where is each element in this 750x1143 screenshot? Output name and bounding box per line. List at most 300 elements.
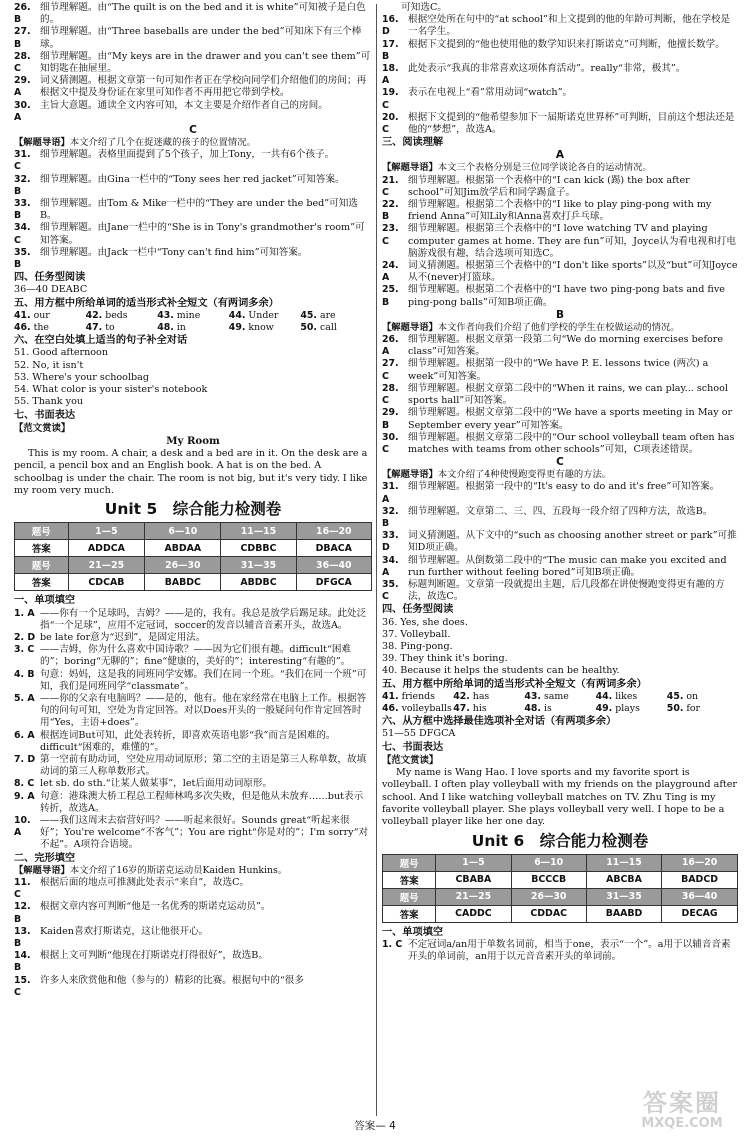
table-cell: 1—5 [436, 854, 511, 871]
item-number: 33. B [14, 198, 31, 222]
answer-line: 38. Ping-pong. [382, 640, 453, 652]
item-number: 16. D [382, 14, 399, 38]
answer-item [382, 555, 738, 579]
answer-item [382, 407, 738, 431]
answer-item [382, 39, 738, 63]
item-explanation: 细节理解题。由“Three baseballs are under the bed”可知床下有三个棒球。 [40, 26, 362, 50]
table-cell: 1—5 [68, 523, 145, 540]
word-value: mine [176, 309, 201, 321]
table-cell: 36—40 [662, 888, 738, 905]
guide-note [14, 137, 372, 149]
word-answer [382, 691, 453, 703]
item-explanation: 细节理解题。由Gina一栏中的“Tony sees her red jacket”可知答案。 [40, 173, 345, 185]
word-value: likes [615, 690, 638, 702]
item-explanation: 根据文章内容可判断“他是一名优秀的斯诺克运动员”。 [40, 901, 271, 913]
word-answer [596, 703, 667, 715]
table-answer-row [15, 540, 372, 557]
table-cell: BADCD [662, 871, 738, 888]
table-cell: ABDBC [221, 574, 296, 591]
word-number: 45. [300, 309, 317, 321]
item-explanation: 主旨大意题。通读全文内容可知，本文主要是介绍作者自己的房间。 [40, 99, 328, 111]
answer-item [382, 383, 738, 407]
answer-item [14, 950, 372, 974]
answer-item [382, 112, 738, 136]
sample-label: 【范文赏读】 [14, 422, 71, 434]
answer-line: 可知选C。 [382, 2, 447, 13]
item-explanation: 细节理解题。根据文章第二段中的“When it rains, we can play... school sports hall”可知答案。 [408, 382, 728, 407]
word-value: his [472, 702, 487, 714]
answer-item [14, 174, 372, 198]
word-number: 47. [85, 322, 103, 334]
word-value: call [319, 322, 337, 334]
table-answer-row [383, 905, 738, 922]
item-explanation: 细节理解题。由Tom & Mike一栏中的“They are under the bed”可知选B。 [40, 198, 358, 222]
guide-note [382, 162, 738, 174]
word-value: to [105, 322, 115, 334]
passage-letter: C [556, 456, 564, 469]
word-value: Under [248, 309, 279, 321]
answer-line: 51. Good afternoon [14, 347, 109, 359]
item-number: 34. A [382, 554, 399, 578]
item-explanation: Kaiden喜欢打斯诺克，这让他很开心。 [40, 925, 209, 937]
section-heading: 一、单项填空 [382, 926, 444, 938]
word-number: 47. [453, 702, 470, 714]
answer-item [14, 791, 372, 815]
table-header-row [15, 523, 372, 540]
table-cell: 21—25 [68, 557, 145, 574]
item-number: 26. B [14, 2, 31, 26]
table-header-row [383, 888, 738, 905]
word-answer-grid [14, 310, 372, 334]
answer-item [14, 815, 372, 852]
word-answer [157, 322, 229, 334]
answer-line: 39. They think it's boring. [382, 653, 508, 665]
section-heading: 五、用方框中所给单词的适当形式补全短文（有两词多余） [382, 678, 647, 690]
unit-title: Unit 5 综合能力检测卷 [104, 500, 282, 519]
table-cell: 16—20 [296, 523, 371, 540]
item-number: 29. B [382, 407, 399, 431]
section-heading: 六、在空白处填上适当的句子补全对话 [14, 335, 188, 347]
word-value: beds [105, 309, 128, 321]
section-heading: 三、阅读理解 [382, 137, 444, 149]
answer-item [382, 579, 738, 603]
table-cell: 题号 [15, 557, 69, 574]
item-explanation: ——你有一个足球吗，吉姆？——是的，我有。我总是放学后踢足球。此处泛指“一个足球”，应用不定冠词，soccer的发音以辅音音素开头，故选A。 [40, 607, 367, 631]
item-number: 31. A [382, 481, 399, 505]
item-explanation: 细节理解题。根据文章第一段第二句“We do morning exercises before class”可知答案。 [408, 334, 724, 358]
answer-item [14, 975, 372, 999]
table-cell: 题号 [383, 854, 436, 871]
table-cell: ADDCA [68, 540, 145, 557]
item-explanation: 细节理解题。根据文章第二段中的“Our school volleyball team often has matches with teams from other schools”可知，C项表述错误。 [408, 431, 735, 455]
item-explanation: 根据下文提到的“他也使用他的数学知识来打斯诺克”可判断，他擅长数学。 [408, 38, 725, 50]
item-number: 20. C [382, 111, 399, 136]
sample-essay: My name is Wang Hao. I love sports and my favorite sport is volleyball. I often play volleyball with my friends on the playground after school. And I like watching volleyball matches on TV. Zhu Ting is my favorite volleyball player. She plays volleyball very well. I hope to be a volleyball player like her one day. [382, 766, 737, 828]
word-number: 48. [524, 702, 541, 714]
guide-label: 【解题导语】 [14, 137, 70, 149]
item-explanation: be late for意为“迟到”，是固定用法。 [40, 631, 206, 643]
item-explanation: 根据空处所在句中的“at school”和上文提到的他的年龄可判断，他在学校是一名学生。 [408, 14, 731, 38]
word-number: 43. [524, 690, 541, 702]
word-number: 49. [595, 702, 613, 714]
table-cell: 31—35 [586, 888, 661, 905]
sample-label: 【范文赏读】 [382, 754, 439, 766]
table-cell: BABDC [145, 574, 221, 591]
guide-note [382, 469, 738, 481]
table-cell: ABDAA [145, 540, 221, 557]
word-value: volleyballs [401, 702, 452, 714]
answer-item [382, 506, 738, 530]
item-explanation: 细节理解题。根据文章第二段中的“We have a sports meeting in May or September every year”可知答案。 [408, 407, 733, 431]
item-number: 21. C [382, 174, 399, 198]
item-explanation: 标题判断题。文章第一段就提出主题，后几段都在讲使慢跑变得更有趣的方法，故选C。 [408, 578, 725, 603]
answer-item [382, 199, 738, 223]
item-explanation: 细节理解题。根据第一段中的“It's easy to do and it's free”可知答案。 [408, 481, 720, 493]
word-number: 43. [157, 309, 174, 321]
guide-text: 本文介绍了16岁的斯诺克运动员Kaiden Hunkins。 [69, 864, 288, 876]
answer-item [382, 87, 738, 111]
answer-item [14, 669, 372, 693]
item-number: 14. B [14, 950, 31, 974]
item-explanation: 细节理解题。表格里面提到了5个孩子，加上Tony，一共有6个孩子。 [40, 149, 335, 161]
watermark-logo: 答案圈 MXQE.COM [641, 1089, 723, 1131]
answer-item [14, 901, 372, 925]
word-number: 45. [666, 690, 684, 702]
answer-item [382, 530, 738, 554]
table-cell: 26—30 [145, 557, 221, 574]
left-column [14, 2, 372, 999]
item-explanation: 词义猜测题。根据第三个表格中的“I don't like sports”以及“but”可知Joyce从不(never)打篮球。 [408, 260, 738, 284]
answer-item [14, 247, 372, 271]
word-value: on [686, 690, 699, 702]
table-cell: 16—20 [662, 854, 738, 871]
table-header-row [383, 854, 738, 871]
table-cell: 36—40 [296, 557, 371, 574]
answer-line: 51—55 DFGCA [382, 728, 456, 740]
word-value: are [319, 309, 336, 321]
answer-item [14, 2, 372, 26]
answer-item [14, 926, 372, 950]
word-answer [524, 691, 595, 703]
word-answer [524, 703, 595, 715]
answer-line: 36—40 DEABC [14, 284, 88, 296]
item-explanation: 此处表示“我真的非常喜欢这项体育活动”。really“非常，极其”。 [408, 63, 686, 75]
word-number: 50. [666, 702, 684, 714]
item-number: 25. B [382, 284, 399, 308]
answer-item [14, 877, 372, 901]
table-cell: 答案 [15, 540, 69, 557]
answer-item [14, 754, 372, 778]
item-explanation: 细节理解题。从倒数第二段中的“The music can make you excited and run further without feeling bored”可知B项正确。 [408, 554, 727, 578]
word-answer-grid [382, 691, 738, 715]
word-number: 49. [228, 322, 246, 334]
item-explanation: 词义猜测题。根据文章第一句可知作者正在学校向同学们介绍他们的房间；再根据文中提及身份证在家里可知作者不再用把它带到学校。 [40, 75, 367, 99]
guide-label: 【解题导语】 [14, 864, 70, 876]
table-cell: 答案 [383, 871, 436, 888]
item-explanation: 表示在电视上“看”常用动词“watch”。 [408, 87, 573, 99]
word-number: 44. [228, 309, 246, 321]
item-explanation: 细节理解题。根据第一段中的“We have P. E. lessons twice (两次) a week”可知答案。 [408, 358, 709, 382]
item-explanation: ——你的父亲有电脑吗？——是的，他有。他在家经常在电脑上工作。根据答句的问句可知，空处为肯定回答。对以Does开头的一般疑问句作肯定回答时用“Yes，主语+does”。 [40, 692, 367, 729]
table-answer-row [383, 871, 738, 888]
item-number: 35. C [382, 578, 399, 603]
item-explanation: 细节理解题。由“My keys are in the drawer and you can't see them”可知钥匙在抽屉里。 [40, 50, 371, 75]
guide-text: 本文作者向我们介绍了他们学校的学生在校做运动的情况。 [437, 321, 680, 333]
item-explanation: 根据连词But可知，此处表转折，即喜欢英语电影“我”而言是困难的。difficult“困难的，难懂的”。 [40, 729, 336, 753]
table-cell: DECAG [662, 905, 738, 922]
table-cell: CDBBC [221, 540, 296, 557]
word-answer [229, 310, 301, 322]
answer-item [382, 481, 738, 505]
item-number: 8. C [14, 778, 35, 790]
answer-item [14, 75, 372, 99]
answer-line: 37. Volleyball. [382, 628, 451, 640]
word-answer [382, 703, 453, 715]
section-heading: 一、单项填空 [14, 595, 76, 607]
item-explanation: 根据后面的地点可推测此处表示“来自”，故选C。 [40, 877, 250, 888]
word-value: for [686, 702, 700, 714]
item-number: 28. C [382, 382, 399, 407]
section-heading: 七、书面表达 [14, 409, 76, 421]
item-explanation: 句意：港珠澳大桥工程总工程师林鸣多次失败，但是他从未放弃……but表示转折，故选A。 [40, 790, 364, 814]
item-explanation: 细节理解题。由“The quilt is on the bed and it is white”可知被子是白色的。 [40, 2, 366, 26]
item-number: 3. C [14, 644, 35, 656]
answer-item [382, 260, 738, 284]
table-cell: CDCAB [68, 574, 145, 591]
item-number: 33. D [382, 530, 399, 554]
table-cell: 6—10 [145, 523, 221, 540]
word-number: 46. [14, 322, 31, 334]
item-number: 10. A [14, 814, 31, 839]
table-cell: BCCCB [511, 871, 586, 888]
answer-item [382, 358, 738, 382]
word-answer [453, 691, 524, 703]
word-number: 42. [85, 309, 103, 321]
answer-item [14, 198, 372, 222]
answer-item [14, 222, 372, 246]
table-cell: 26—30 [511, 888, 586, 905]
item-number: 32. B [14, 173, 31, 197]
guide-note [14, 865, 372, 877]
item-number: 35. B [14, 246, 31, 271]
word-value: plays [615, 702, 640, 714]
word-answer [667, 703, 738, 715]
word-answer [229, 322, 301, 334]
item-number: 28. C [14, 50, 31, 75]
item-number: 22. B [382, 199, 399, 223]
item-number: 34. C [14, 222, 31, 246]
answer-item [14, 26, 372, 50]
word-answer [157, 310, 229, 322]
word-value: the [33, 322, 49, 334]
word-value: friends [401, 690, 435, 702]
answer-item [382, 284, 738, 308]
passage-letter: C [189, 124, 197, 137]
item-number: 15. C [14, 974, 31, 998]
answer-item [382, 939, 738, 963]
table-cell: 6—10 [511, 854, 586, 871]
word-value: in [176, 322, 186, 334]
word-number: 42. [453, 690, 470, 702]
item-number: 12. B [14, 901, 31, 925]
item-number: 7. D [14, 753, 36, 765]
table-cell: CADDC [436, 905, 511, 922]
word-value: has [472, 690, 490, 702]
table-cell: CDDAC [511, 905, 586, 922]
table-cell: 11—15 [586, 854, 661, 871]
word-value: our [33, 309, 50, 321]
section-heading: 二、完形填空 [14, 852, 76, 864]
answer-item [382, 334, 738, 358]
word-answer [14, 322, 86, 334]
table-cell: DBACA [296, 540, 371, 557]
item-number: 5. A [14, 692, 35, 704]
passage-letter: A [555, 149, 565, 162]
word-answer [453, 703, 524, 715]
word-value: same [543, 690, 569, 702]
table-cell: CBABA [436, 871, 511, 888]
item-explanation: 细节理解题。文章第二、三、四、五段每一段介绍了四种方法，故选B。 [408, 505, 713, 517]
section-heading: 六、从方框中选择最佳选项补全对话（有两项多余） [382, 716, 617, 728]
table-cell: 31—35 [221, 557, 296, 574]
item-number: 2. D [14, 631, 36, 643]
item-number: 18. A [382, 63, 399, 87]
answer-key-table [14, 522, 372, 591]
answer-line: 40. Because it helps the students can be healthy. [382, 665, 620, 677]
item-explanation: 细节理解题。根据第二个表格中的“I have two ping-pong bats and five ping-pong balls”可知B项正确。 [408, 284, 725, 308]
item-explanation: 细节理解题。根据第一个表格中的“I can kick (踢) the box after school”可知Jim放学后和同学踢盒子。 [408, 174, 690, 198]
item-number: 11. C [14, 877, 31, 901]
item-number: 1. A [14, 607, 35, 619]
answer-key-table [382, 854, 738, 923]
answer-line: 55. Thank you [14, 396, 84, 408]
word-answer [596, 691, 667, 703]
item-number: 27. C [382, 358, 399, 382]
word-number: 50. [300, 322, 317, 334]
item-number: 24. A [382, 260, 399, 284]
answer-item [382, 175, 738, 199]
word-number: 48. [157, 322, 174, 334]
item-number: 32. B [382, 505, 399, 529]
item-number: 4. B [14, 668, 35, 680]
answer-item [14, 608, 372, 632]
item-explanation: ——我们这周末去宿营好吗？——听起来很好。Sounds great“听起来很好”；You're welcome“不客气”；You are right“你是对的”；I'm sorry“对不起”。A项符合语境。 [40, 814, 369, 851]
item-number: 31. C [14, 149, 31, 173]
essay-title: My Room [166, 434, 220, 447]
answer-line: 53. Where's your schoolbag [14, 371, 150, 383]
unit-title: Unit 6 综合能力检测卷 [471, 831, 649, 850]
item-explanation: 不定冠词a/an用于单数名词前，相当于one，表示“一个”。a用于以辅音音素开头的单词前，an用于以元音音素开头的单词前。 [408, 939, 731, 963]
section-heading: 五、用方框中所给单词的适当形式补全短文（有两词多余） [14, 297, 279, 309]
table-cell: ABCBA [586, 871, 661, 888]
word-answer [300, 322, 372, 334]
guide-label: 【解题导语】 [382, 321, 438, 333]
answer-item [382, 14, 738, 38]
sample-essay: This is my room. A chair, a desk and a bed are in it. On the desk are a pencil, a pencil box and an English book. A hat is on the bed. A schoolbag is under the chair. The room is not big, but it's very tidy. I like my room very much. [14, 447, 368, 496]
answer-item [14, 149, 372, 173]
right-column [382, 2, 738, 963]
answer-item [382, 63, 738, 87]
answer-line: 52. No, it isn't [14, 359, 84, 371]
item-number: 9. A [14, 790, 35, 802]
guide-label: 【解题导语】 [382, 469, 438, 481]
page-footer: 答案— 4 [354, 1120, 396, 1132]
item-number: 13. B [14, 925, 31, 950]
answer-item [14, 730, 372, 754]
table-cell: 11—15 [221, 523, 296, 540]
word-number: 46. [382, 702, 399, 714]
table-cell: DFGCA [296, 574, 371, 591]
item-explanation: 细节理解题。根据第二个表格中的“I like to play ping-pong with my friend Anna”可知Lily和Anna喜欢打乒乓球。 [408, 199, 712, 223]
column-divider [376, 4, 377, 1116]
word-value: is [543, 702, 552, 714]
guide-text: 本文介绍了几个在捉迷藏的孩子的位置情况。 [69, 137, 256, 149]
item-number: 30. C [382, 431, 399, 455]
item-explanation: 细节理解题。根据第三个表格中的“I love watching TV and playing computer games at home. They are fun”可知，Joyce认为看电视和打电脑游戏很有趣，结合选项可知选C。 [408, 223, 736, 259]
item-explanation: 许多人来欣赏他和他（参与的）精彩的比赛。根据句中的“很多 [40, 974, 304, 986]
answer-line: 36. Yes, she does. [382, 616, 468, 628]
item-explanation: 细节理解题。由Jack一栏中“Tony can't find him”可知答案。 [40, 246, 308, 258]
answer-item [14, 632, 372, 644]
item-explanation: 细节理解题。由Jane一栏中的“She is in Tony's grandmother's room”可知答案。 [40, 222, 365, 246]
answer-item [14, 778, 372, 790]
table-cell: 题号 [15, 523, 69, 540]
item-number: 30. A [14, 99, 31, 123]
item-explanation: 根据上文可判断“他现在打斯诺克打得很好”，故选B。 [40, 950, 268, 962]
section-heading: 七、书面表达 [382, 741, 444, 753]
passage-letter: B [555, 308, 564, 321]
item-explanation: 第一空前有助动词，空处应用动词原形；第二空的主语是第三人称单数，故填动词的第三人称单数形式。 [40, 753, 367, 778]
item-explanation: ——吉姆，你为什么喜欢中国诗歌？——因为它们很有趣。difficult“困难的”；boring“无聊的”；fine“健康的，美好的”；interesting“有趣的”。 [40, 644, 352, 668]
item-explanation: 根据下文提到的“他希望参加下一届斯诺克世界杯”可判断，目前这个想法还是他的“梦想”，故选A。 [408, 111, 735, 136]
table-cell: 题号 [383, 888, 436, 905]
item-explanation: 词义猜测题。从下文中的“such as choosing another street or park”可推知D项正确。 [408, 530, 737, 554]
guide-label: 【解题导语】 [382, 162, 438, 174]
word-number: 41. [14, 309, 31, 321]
table-answer-row [15, 574, 372, 591]
answer-item [14, 644, 372, 668]
guide-text: 本文三个表格分别是三位同学谈论各自的运动情况。 [437, 162, 652, 174]
guide-note [382, 322, 738, 334]
section-heading: 四、任务型阅读 [382, 604, 454, 616]
word-answer [300, 310, 372, 322]
item-explanation: 句意：妈妈，这是我的同班同学安娜。我们在同一个班。“我们在同一个班”可知，我们是同班同学“classmate”。 [40, 668, 367, 692]
item-number: 26. A [382, 334, 399, 358]
word-value: know [248, 322, 274, 334]
item-number: 19. C [382, 87, 399, 111]
item-number: 23. C [382, 223, 399, 247]
answer-item [14, 100, 372, 124]
answer-item [382, 223, 738, 260]
item-number: 27. B [14, 26, 31, 50]
item-number: 1. C [382, 939, 403, 951]
word-answer [86, 310, 158, 322]
table-header-row [15, 557, 372, 574]
item-number: 17. B [382, 38, 399, 62]
item-explanation: let sb. do sth.“让某人做某事”，let后面用动词原形。 [40, 778, 273, 790]
answer-item [14, 693, 372, 730]
word-answer [667, 691, 738, 703]
word-number: 41. [382, 690, 399, 702]
item-number: 6. A [14, 729, 35, 741]
word-answer [14, 310, 86, 322]
word-answer [86, 322, 158, 334]
table-cell: BAABD [586, 905, 661, 922]
table-cell: 21—25 [436, 888, 511, 905]
guide-text: 本文介绍了4种使慢跑变得更有趣的方法。 [437, 469, 612, 481]
item-number: 29. A [14, 75, 31, 99]
answer-line: 54. What color is your sister's notebook [14, 384, 208, 396]
